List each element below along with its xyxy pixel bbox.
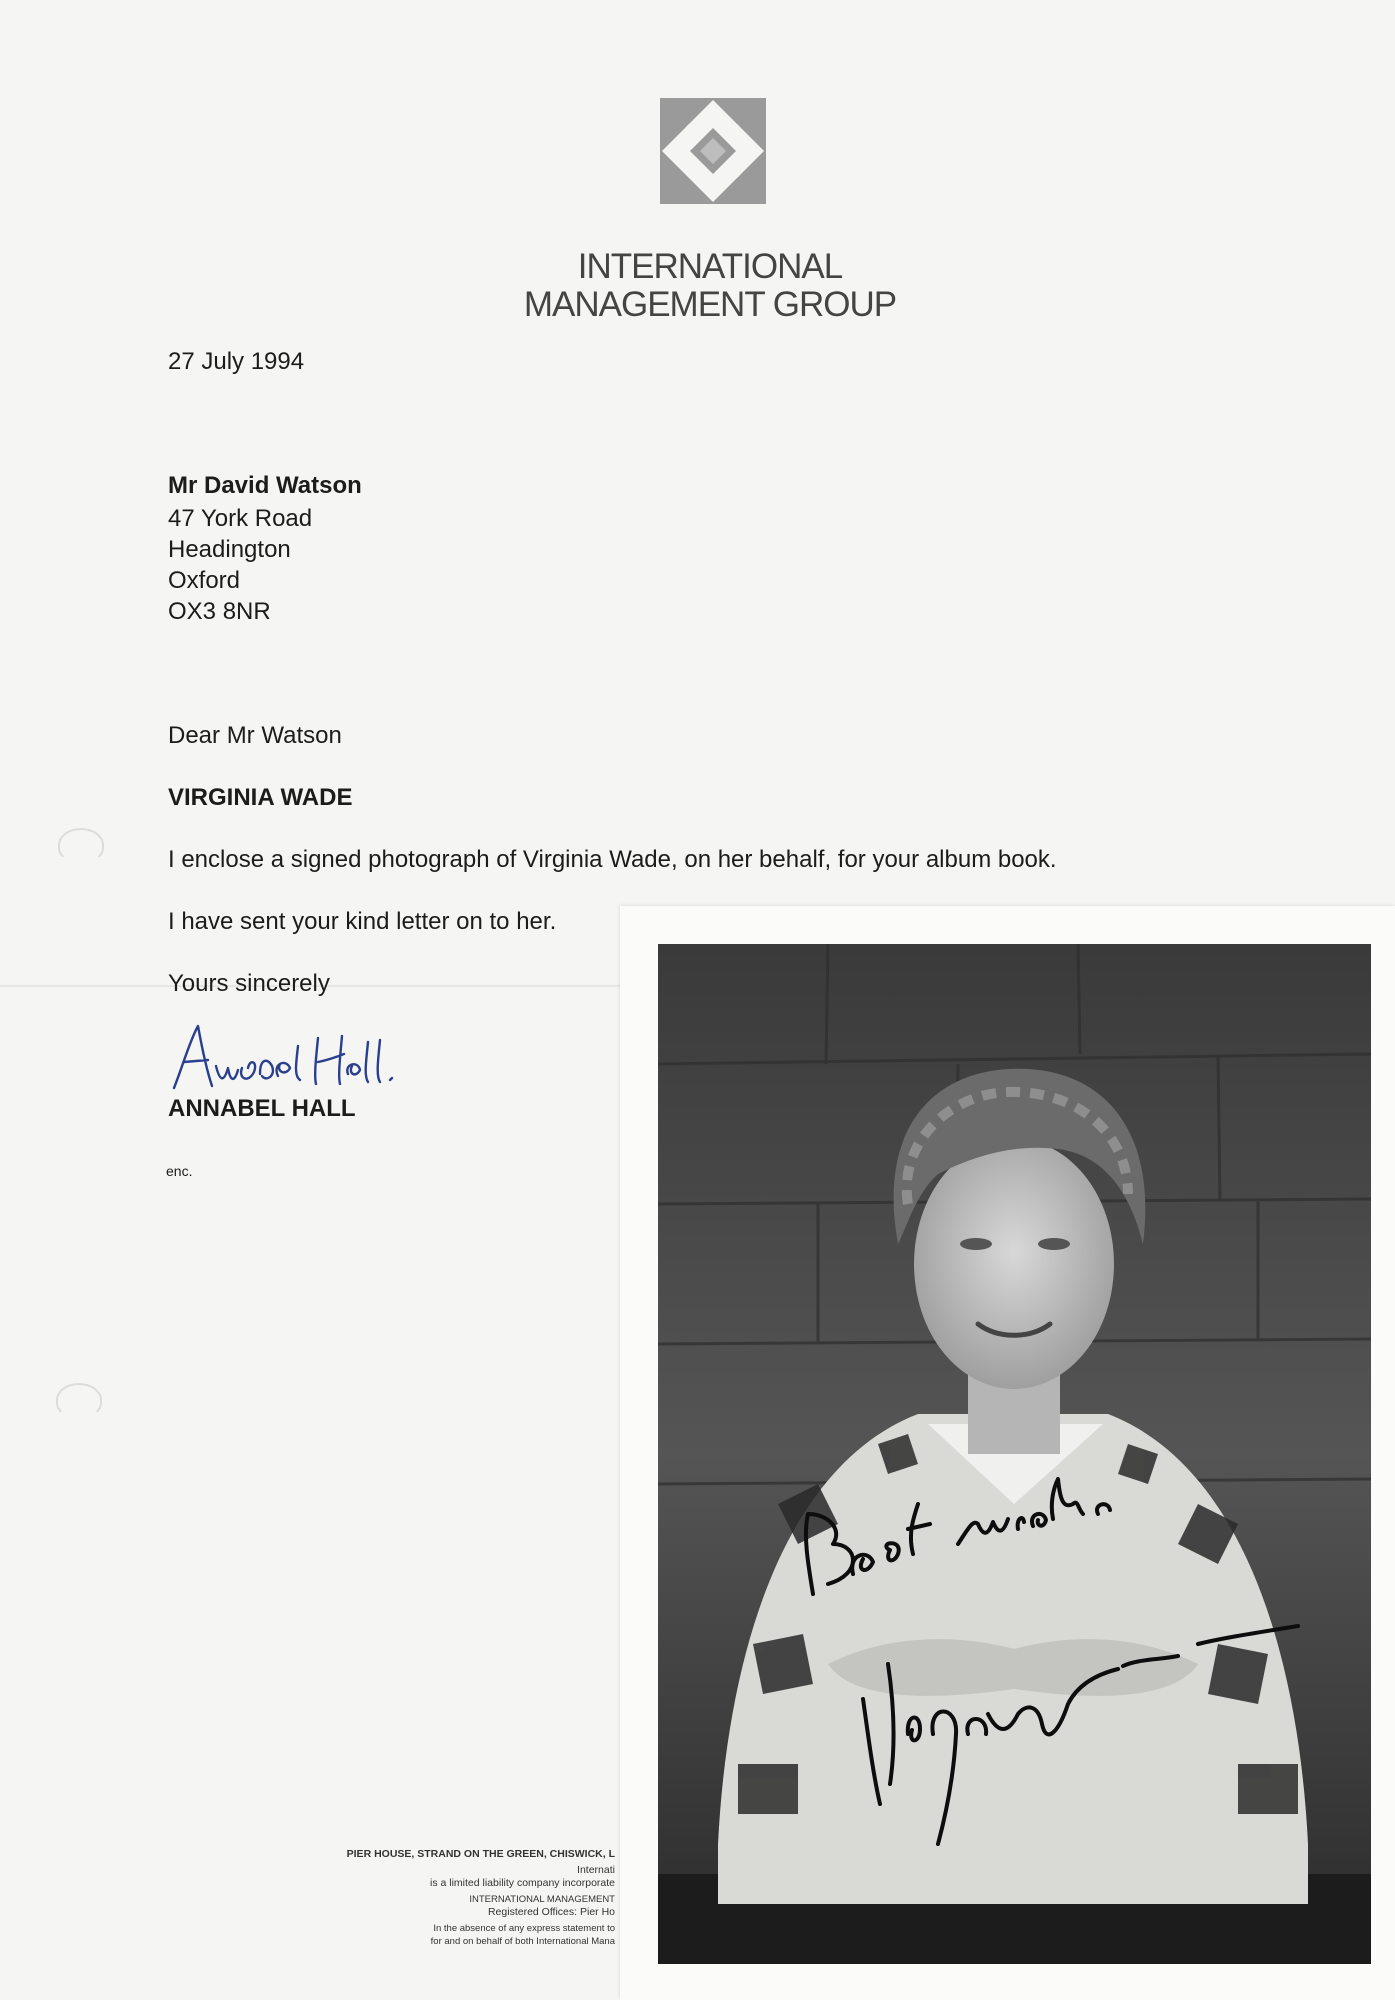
company-name-line2: MANAGEMENT GROUP	[523, 285, 897, 324]
signatory-name: ANNABEL HALL	[168, 1095, 356, 1122]
signed-portrait-photograph	[658, 944, 1371, 1964]
closing: Yours sincerely	[168, 970, 330, 997]
address-line: 47 York Road	[168, 505, 313, 532]
company-name-line1: INTERNATIONAL	[577, 247, 843, 286]
letter-date: 27 July 1994	[168, 348, 305, 375]
address-line: Oxford	[168, 567, 241, 594]
salutation: Dear Mr Watson	[168, 722, 342, 749]
footer-line: In the absence of any express statement to	[433, 1923, 615, 1934]
footer-line: INTERNATIONAL MANAGEMENT	[469, 1894, 615, 1905]
punch-hole-mark	[56, 1383, 102, 1417]
body-paragraph: I have sent your kind letter on to her.	[168, 908, 557, 935]
footer-line: for and on behalf of both International Mana	[430, 1936, 615, 1947]
footer-address: PIER HOUSE, STRAND ON THE GREEN, CHISWICK, L	[346, 1848, 615, 1860]
footer-line: Registered Offices: Pier Ho	[487, 1906, 615, 1918]
diamond-grid-logo-icon	[660, 98, 766, 204]
punch-hole-mark	[58, 828, 104, 862]
address-line: OX3 8NR	[168, 598, 271, 625]
footer-line: is a limited liability company incorporate	[430, 1877, 615, 1889]
subject-line: VIRGINIA WADE	[168, 784, 353, 811]
footer-line: Internati	[577, 1864, 615, 1876]
letterhead-footer	[280, 1848, 615, 1968]
recipient-address	[168, 503, 312, 627]
enclosure-note: enc.	[166, 1163, 193, 1179]
address-line: Headington	[168, 536, 291, 563]
company-name	[470, 248, 950, 324]
handwritten-signature	[168, 1018, 458, 1096]
body-paragraph: I enclose a signed photograph of Virginia Wade, on her behalf, for your album book.	[168, 846, 1057, 873]
recipient-name: Mr David Watson	[168, 472, 362, 499]
